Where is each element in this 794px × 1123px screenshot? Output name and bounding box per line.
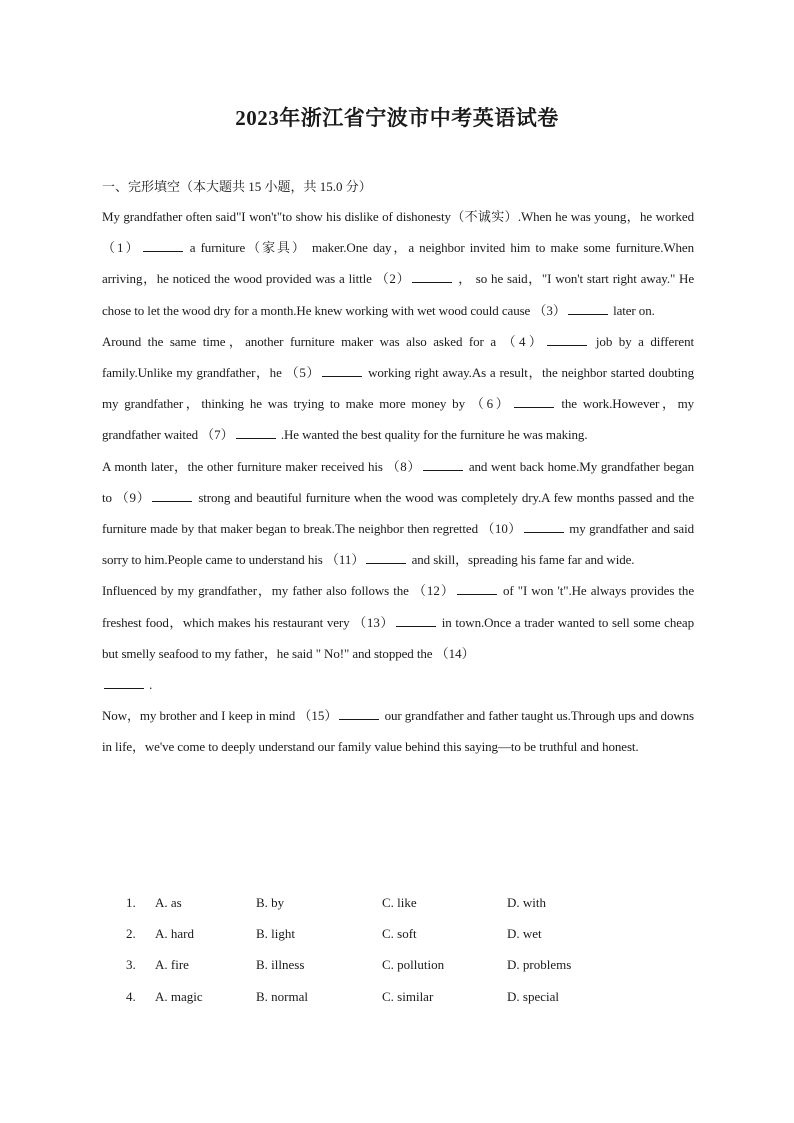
passage-text: ， so he said，"I won't start right away." He chose to let the wood dry for a month.He knew working with wet wood could cause: [102, 271, 695, 318]
option-b: B. by: [256, 895, 285, 910]
passage-text: Now，my brother and I keep in mind: [102, 708, 296, 724]
option-c: C. like: [382, 895, 417, 910]
blank-number: （11）: [325, 552, 365, 568]
option-d: D. wet: [507, 926, 542, 942]
answer-blank: [236, 426, 276, 439]
passage-text: in town.Once a trader wanted to sell some cheap but smelly seafood to my father，he said " No!" and stopped the: [102, 614, 694, 661]
answer-blank: [104, 676, 144, 689]
blank-number: （13）: [353, 614, 395, 630]
blank-number: （14）: [435, 645, 475, 661]
passage-text: Influenced by my grandfather，my father also follows the: [102, 583, 409, 599]
passage-text: .He wanted the best quality for the furniture he was making.: [280, 427, 588, 443]
cloze-passage: [102, 201, 694, 763]
blank-number: （10）: [481, 521, 522, 537]
passage-text: job by a different family.Unlike my grandfather，he: [102, 333, 695, 381]
passage-text: A month later，the other furniture maker received his: [102, 458, 383, 474]
passage-text: My grandfather often said"I won't"to show his dislike of dishonesty（不诚实）.When he was young，he worked: [102, 209, 694, 224]
blank-number: （5）: [285, 365, 321, 381]
option-d: D. problems: [507, 957, 572, 973]
answer-blank: [143, 239, 183, 252]
blank-number: （4）: [502, 333, 546, 349]
passage-text: my grandfather and said sorry to him.People came to understand his: [102, 521, 694, 568]
answer-blank: [547, 333, 587, 346]
option-b: B. normal: [256, 988, 308, 1004]
page-title: 2023年浙江省宁波市中考英语试卷: [235, 106, 559, 130]
passage-paragraph-1: [102, 201, 694, 326]
passage-text: working right away.As a result，the neighbor started doubting my grandfather，thinking he was trying to make more money by: [102, 365, 694, 412]
option-b: B. light: [256, 926, 296, 942]
answer-blank: [568, 302, 608, 315]
answer-blank: [514, 395, 554, 408]
passage-text: a furniture（家具） maker.One day，a neighbor invited him to make some furniture.When arriving，he noticed the wood provided was a little: [102, 240, 694, 287]
answer-blank: [524, 520, 564, 533]
answer-blank: [412, 270, 452, 283]
option-d: D. special: [507, 988, 559, 1004]
blank-number: （8）: [386, 458, 422, 474]
blank-number: （1）: [102, 240, 141, 256]
blank-number: （15）: [298, 708, 338, 724]
question-row: [102, 887, 694, 918]
question-number: 4.: [126, 988, 136, 1004]
section-heading: 一、完形填空（本大题共 15 小题，共 15.0 分）: [102, 179, 372, 194]
blank-number: （12）: [412, 583, 455, 599]
passage-text: the work.However，my grandfather waited: [102, 396, 694, 443]
passage-paragraph-5: [102, 700, 694, 762]
option-d: D. with: [507, 895, 546, 910]
blank-number: （9）: [115, 489, 151, 505]
passage-text: of "I won 't".He always provides the freshest food，which makes his restaurant very: [102, 583, 694, 630]
answer-options: [102, 887, 694, 1012]
answer-blank: [339, 707, 379, 720]
option-c: C. pollution: [382, 957, 445, 973]
answer-blank: [322, 364, 362, 377]
passage-text: strong and beautiful furniture when the wood was completely dry.A few months passed and the furniture made by that maker began to break.The neighbor then regretted: [102, 489, 695, 537]
answer-blank: [152, 489, 192, 502]
passage-paragraph-3: [102, 451, 694, 576]
question-number: 3.: [126, 957, 136, 973]
blank-number: （2）: [375, 271, 411, 287]
passage-paragraph-4: [102, 575, 694, 700]
question-row: [102, 981, 694, 1012]
question-number: 1.: [126, 895, 136, 910]
answer-blank: [423, 458, 463, 471]
option-c: C. similar: [382, 988, 434, 1004]
passage-text: Around the same time，another furniture maker was also asked for a: [102, 333, 497, 349]
option-a: A. magic: [155, 988, 203, 1004]
question-row: [102, 949, 694, 980]
question-number: 2.: [126, 926, 136, 942]
option-a: A. as: [155, 895, 182, 910]
passage-text: our grandfather and father taught us.Through ups and downs in life，we've come to deeply understand our family value behind this saying—to be truthful and honest.: [102, 708, 695, 755]
passage-text: .: [149, 677, 153, 693]
blank-number: （3）: [533, 302, 566, 318]
answer-blank: [457, 582, 497, 595]
option-a: A. hard: [155, 926, 194, 942]
question-row: [102, 918, 694, 949]
answer-blank: [366, 551, 406, 564]
blank-number: （7）: [201, 427, 234, 443]
passage-text: later on.: [613, 302, 655, 318]
passage-text: and skill，spreading his fame far and wide.: [411, 552, 635, 568]
option-c: C. soft: [382, 926, 417, 942]
blank-number: （6）: [470, 396, 512, 412]
passage-text: and went back home.My grandfather began to: [102, 458, 694, 505]
option-b: B. illness: [256, 957, 305, 973]
answer-blank: [396, 614, 436, 627]
option-a: A. fire: [155, 957, 189, 973]
passage-paragraph-2: [102, 326, 694, 451]
